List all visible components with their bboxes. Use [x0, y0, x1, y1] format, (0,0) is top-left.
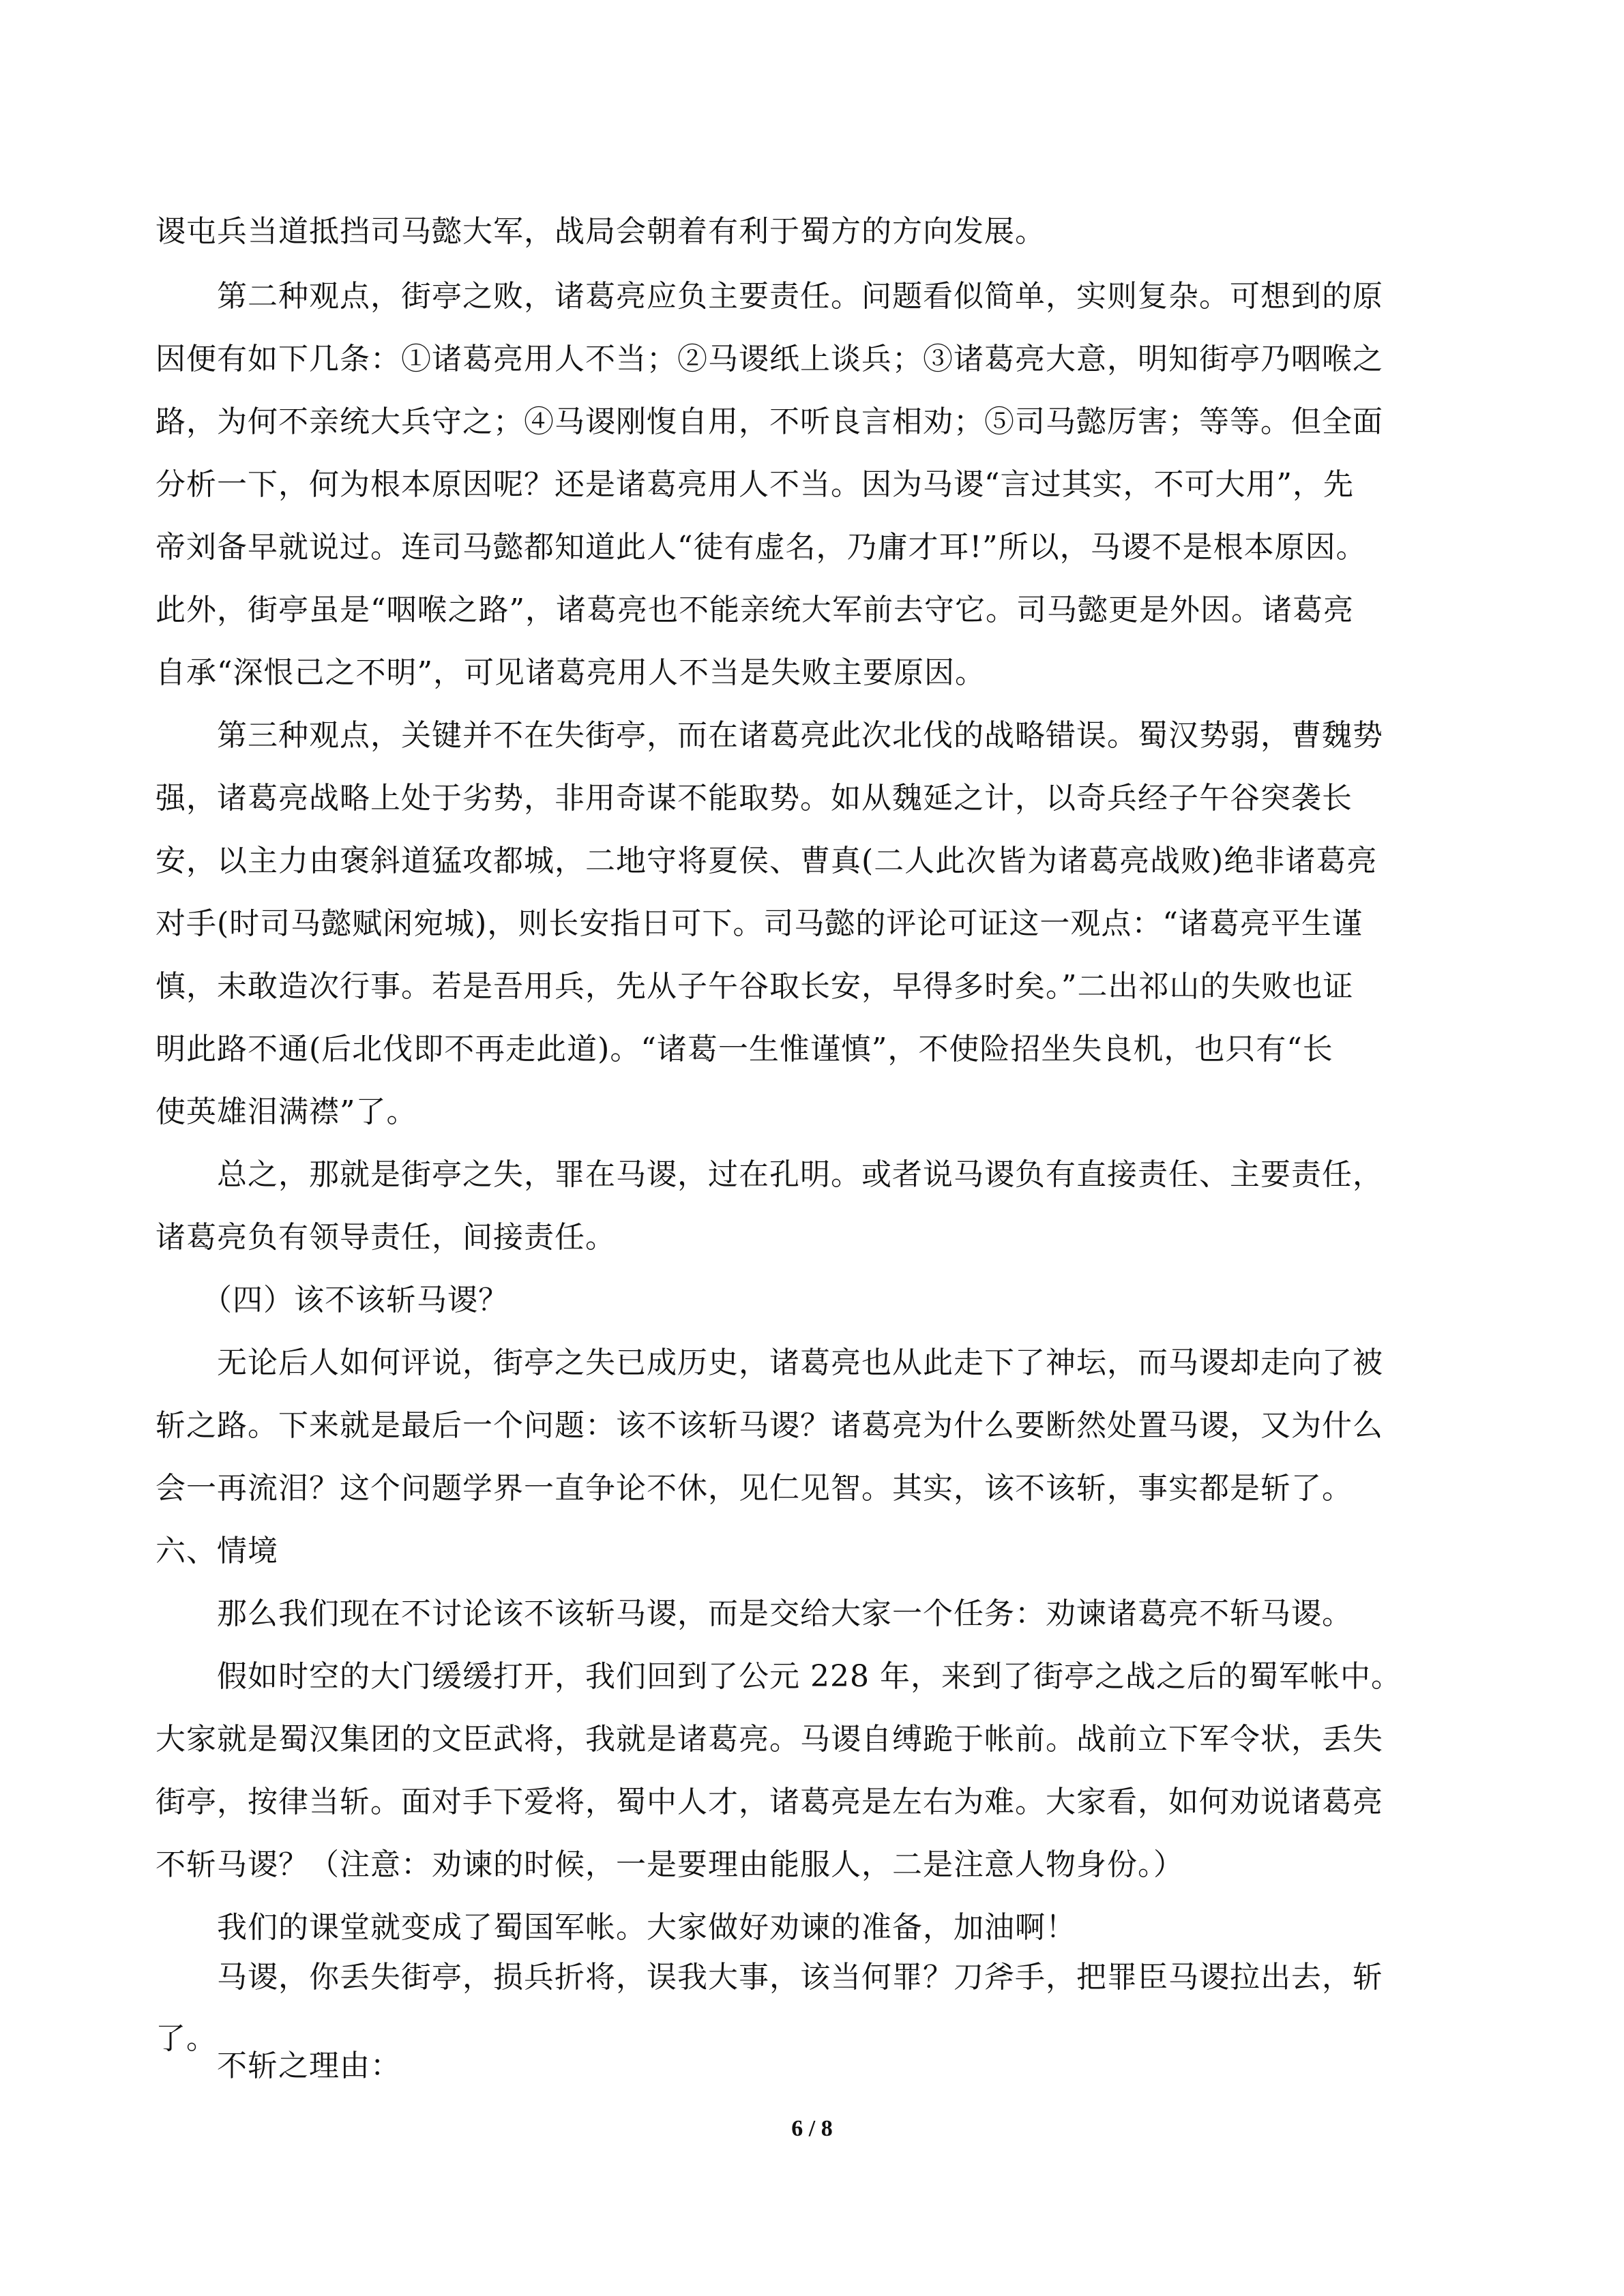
text-line: 强，诸葛亮战略上处于劣势，非用奇谋不能取势。如从魏延之计，以奇兵经子午谷突袭长: [156, 781, 1353, 816]
section-heading: （四）该不该斩马谡？: [202, 1283, 509, 1317]
text-line: 对手(时司马懿赋闲宛城)，则长安指日可下。司马懿的评论可证这一观点：“诸葛亮平生谨: [156, 906, 1363, 941]
text-line: 会一再流泪？这个问题学界一直争论不休，见仁见智。其实，该不该斩，事实都是斩了。: [156, 1471, 1353, 1506]
text-line: 此外，街亭虽是“咽喉之路”，诸葛亮也不能亲统大军前去守它。司马懿更是外因。诸葛亮: [156, 593, 1354, 627]
paragraph-line: 不斩之理由：: [217, 2048, 401, 2083]
paragraph-line: 假如时空的大门缓缓打开，我们回到了公元 228 年，来到了街亭之战之后的蜀军帐中。: [217, 1659, 1402, 1694]
text-line: 使英雄泪满襟”了。: [156, 1094, 417, 1129]
paragraph-line: 那么我们现在不讨论该不该斩马谡，而是交给大家一个任务：劝谏诸葛亮不斩马谡。: [217, 1596, 1353, 1631]
text-line: 明此路不通(后北伐即不再走此道)。“诸葛一生惟谨慎”，不使险招坐失良机，也只有“长: [156, 1032, 1333, 1067]
text-line: 分析一下，何为根本原因呢？还是诸葛亮用人不当。因为马谡“言过其实，不可大用”，先: [156, 467, 1354, 502]
text-line: 自承“深恨己之不明”，可见诸葛亮用人不当是失败主要原因。: [156, 655, 986, 690]
text-line: 了。: [156, 2021, 217, 2056]
text-line: 谡屯兵当道抵挡司马懿大军，战局会朝着有利于蜀方的方向发展。: [156, 214, 1046, 249]
paragraph-line: 第三种观点，关键并不在失街亭，而在诸葛亮此次北伐的战略错误。蜀汉势弱，曹魏势: [217, 718, 1383, 753]
paragraph-line: 马谡，你丢失街亭，损兵折将，误我大事，该当何罪？刀斧手，把罪臣马谡拉出去，斩: [217, 1960, 1383, 1995]
text-line: 诸葛亮负有领导责任，间接责任。: [156, 1220, 616, 1255]
text-line: 慎，未敢造次行事。若是吾用兵，先从子午谷取长安，早得多时矣。”二出祁山的失败也证: [156, 969, 1354, 1004]
page-number: 6 / 8: [791, 2116, 833, 2141]
paragraph-line: 我们的课堂就变成了蜀国军帐。大家做好劝谏的准备，加油啊！: [217, 1910, 1076, 1945]
text-line: 帝刘备早就说过。连司马懿都知道此人“徒有虚名，乃庸才耳!”所以，马谡不是根本原因。: [156, 530, 1367, 565]
paragraph-line: 第二种观点，街亭之败，诸葛亮应负主要责任。问题看似简单，实则复杂。可想到的原: [217, 279, 1383, 314]
text-line: 路，为何不亲统大兵守之；④马谡刚愎自用，不听良言相劝；⑤司马懿厉害；等等。但全面: [156, 404, 1383, 439]
paragraph-line: 总之，那就是街亭之失，罪在马谡，过在孔明。或者说马谡负有直接责任、主要责任，: [217, 1157, 1383, 1192]
text-line: 安，以主力由褒斜道猛攻都城，二地守将夏侯、曹真(二人此次皆为诸葛亮战败)绝非诸葛亮: [156, 844, 1378, 878]
text-line: 斩之路。下来就是最后一个问题：该不该斩马谡？诸葛亮为什么要断然处置马谡，又为什么: [156, 1408, 1383, 1443]
section-heading: 六、情境: [156, 1534, 278, 1568]
paragraph-line: 无论后人如何评说，街亭之失已成历史，诸葛亮也从此走下了神坛，而马谡却走向了被: [217, 1345, 1383, 1380]
text-line: 因便有如下几条：①诸葛亮用人不当；②马谡纸上谈兵；③诸葛亮大意，明知街亭乃咽喉之: [156, 342, 1383, 376]
text-line: 不斩马谡？（注意：劝谏的时候，一是要理由能服人，二是注意人物身份。）: [156, 1847, 1184, 1882]
text-line: 大家就是蜀汉集团的文臣武将，我就是诸葛亮。马谡自缚跪于帐前。战前立下军令状，丢失: [156, 1722, 1383, 1757]
text-line: 街亭，按律当斩。面对手下爱将，蜀中人才，诸葛亮是左右为难。大家看，如何劝说诸葛亮: [156, 1785, 1383, 1819]
